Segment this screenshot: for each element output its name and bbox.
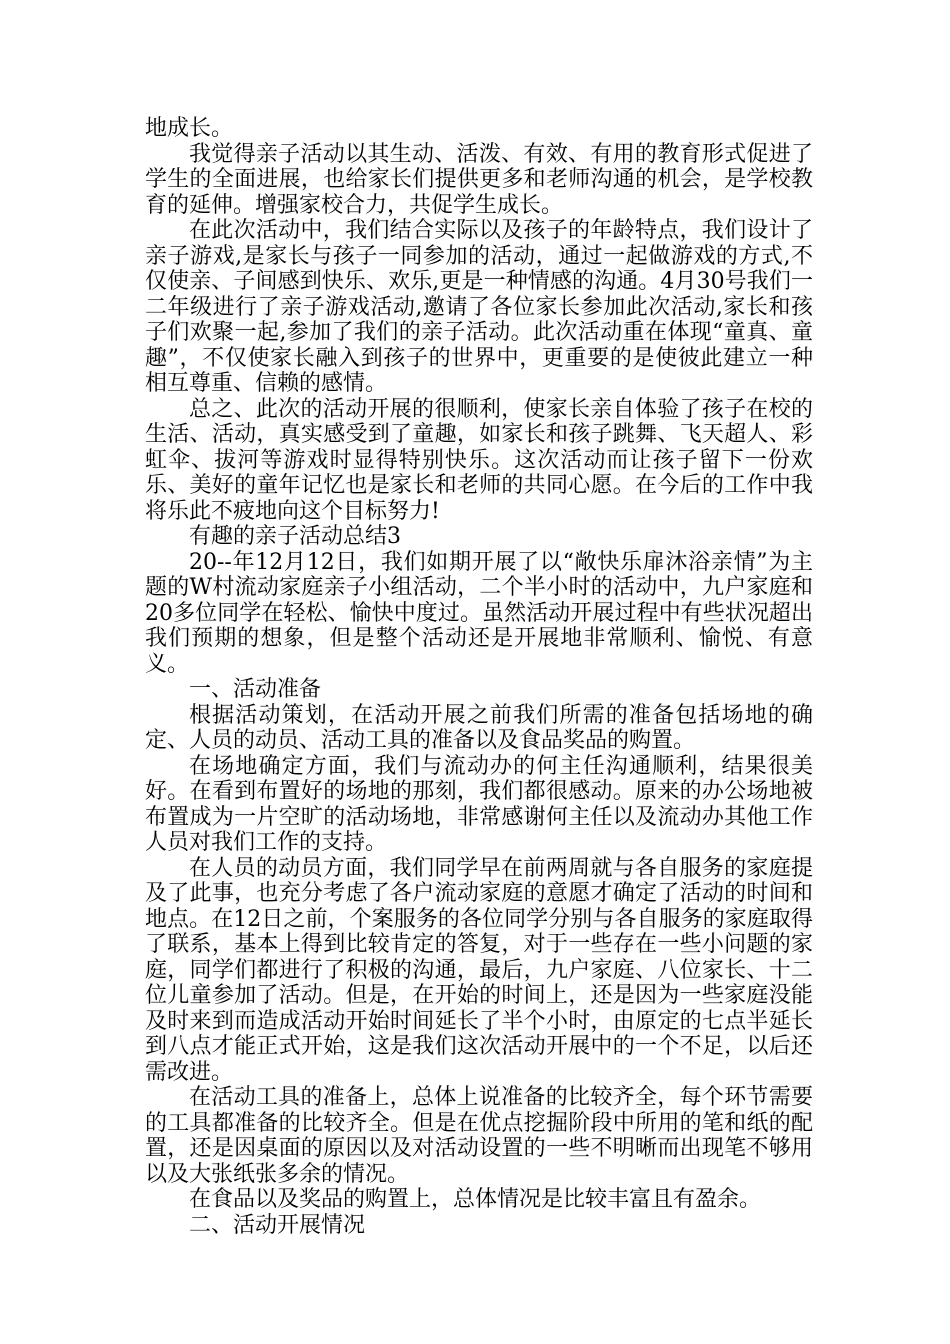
section-heading: 二、活动开展情况 [189,1212,366,1238]
section-heading: 一、活动准备 [189,677,322,702]
paragraph: 在人员的动员方面，我们同学早在前两周就与各自服务的家庭提及了此事，也充分考虑了各户流动家庭的意愿才确定了活动的时间和地点。在12日之前，个案服务的各位同学分别与各自服务的家庭取得了联系，基本上得到比较肯定的答复，对于一些存在一些小问题的家庭，同学们都进行了积极的沟通，最后，九户家庭、八位家长、十二位儿童参加了活动。但是，在开始的时间上，还是因为一些家庭没能及时来到而造成活动开始时间延长了半个小时，由原定的七点半延长到八点才能正式开始，这是我们这次活动开展中的一个不足，以后还需改进。 [145,855,813,1085]
paragraph: 我觉得亲子活动以其生动、活泼、有效、有用的教育形式促进了学生的全面进展，也给家长们提供更多和老师沟通的机会，是学校教育的延伸。增强家校合力，共促学生成长。 [145,141,813,218]
paragraph: 地成长。 [145,116,234,141]
paragraph: 根据活动策划，在活动开展之前我们所需的准备包括场地的确定、人员的动员、活动工具的准备以及食品奖品的购置。 [145,702,813,753]
paragraph: 在此次活动中，我们结合实际以及孩子的年龄特点，我们设计了亲子游戏,是家长与孩子一同参加的活动，通过一起做游戏的方式,不仅使亲、子间感到快乐、欢乐,更是一种情感的沟通。4月30号我们一二年级进行了亲子游戏活动,邀请了各位家长参加此次活动,家长和孩子们欢聚一起,参加了我们的亲子活动。此次活动重在体现“童真、童趣”，不仅使家长融入到孩子的世界中，更重要的是使彼此建立一种相互尊重、信赖的感情。 [145,218,813,396]
document-body [145,116,813,1238]
paragraph: 在场地确定方面，我们与流动办的何主任沟通顺利，结果很美好。在看到布置好的场地的那刻，我们都很感动。原来的办公场地被布置成为一片空旷的活动场地，非常感谢何主任以及流动办其他工作人员对我们工作的支持。 [145,753,813,855]
paragraph: 在活动工具的准备上，总体上说准备的比较齐全，每个环节需要的工具都准备的比较齐全。但是在优点挖掘阶段中所用的笔和纸的配置，还是因桌面的原因以及对活动设置的一些不明晰而出现笔不够用以及大张纸张多余的情况。 [145,1085,813,1187]
paragraph: 总之、此次的活动开展的很顺利，使家长亲自体验了孩子在校的生活、活动，真实感受到了童趣，如家长和孩子跳舞、飞天超人、彩虹伞、拔河等游戏时显得特别快乐。这次活动而让孩子留下一份欢乐、美好的童年记忆也是家长和老师的共同心愿。在今后的工作中我将乐此不疲地向这个目标努力! [145,396,813,524]
paragraph: 20--年12月12日，我们如期开展了以“敞快乐扉沐浴亲情”为主题的W村流动家庭亲子小组活动，二个半小时的活动中，九户家庭和20多位同学在轻松、愉快中度过。虽然活动开展过程中有些状况超出我们预期的想象，但是整个活动还是开展地非常顺利、愉悦、有意义。 [145,549,813,677]
section-title: 有趣的亲子活动总结3 [189,524,401,549]
paragraph: 在食品以及奖品的购置上，总体情况是比较丰富且有盈余。 [189,1187,762,1212]
